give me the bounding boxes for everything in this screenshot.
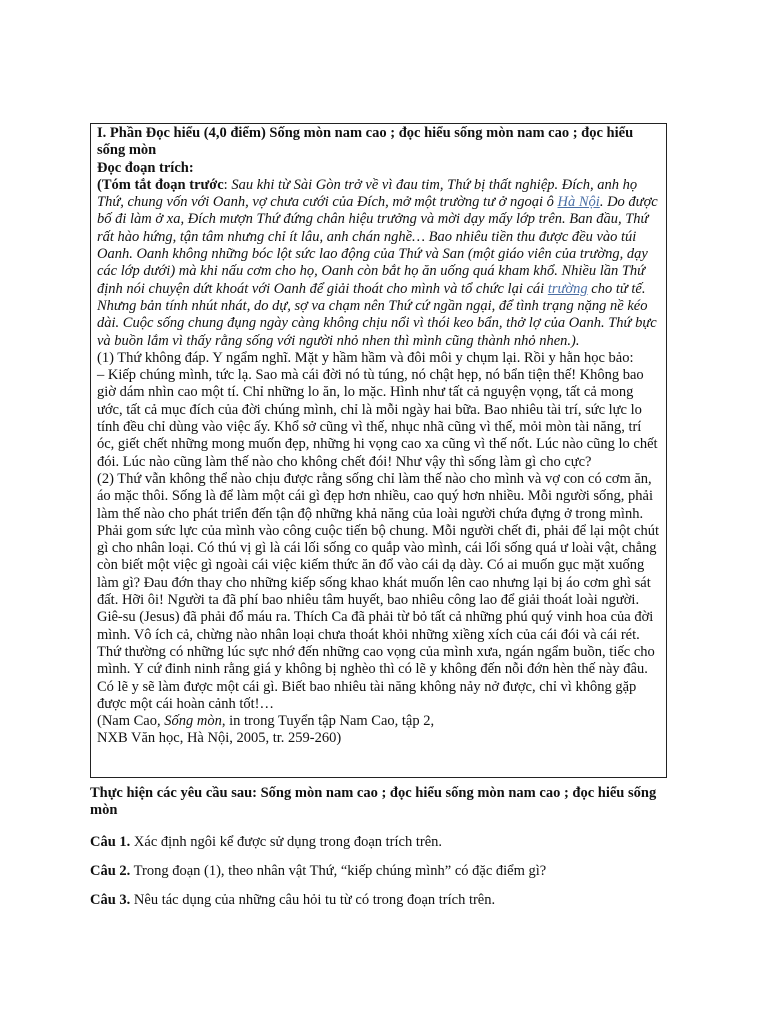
summary-text-3: cho tử tế. Nhưng bản tính nhút nhát, do dự, sợ va chạm nên Thứ cứ ngần ngại, để tình trạng nặng nề kéo dài. Cuộc sống chung đụng ngày càng không chịu nổi vì thói keo bẩn, thở lợ của Oanh. Thứ bực và buồn lắm vì thấy rằng sống với người nhỏ nhen thì mình cũng thành nhỏ nhen.). [97,280,657,349]
question-1-text: Xác định ngôi kể được sử dụng trong đoạn trích trên. [130,834,443,850]
question-2 [90,863,680,880]
source-author: (Nam Cao, [97,713,165,730]
passage-paragraph-2: (2) Thứ vẫn không thể nào chịu được rằng sống chỉ làm thế nào cho mình và vợ con có cơm ăn, áo mặc thôi. Sống là để làm một cái gì đẹp hơn nhiều, cao quý hơn nhiều. Mỗi người sống, phải làm thế nào cho phát triển đến tận độ những khả năng của loài người chứa đựng ở trong mình. Phải gom sức lực của mình vào công cuộc tiến bộ chung. Mỗi người chết đi, phải để lại một chút gì cho nhân loại. Có thú vị gì là cái lối sống co quắp vào mình, cái lối sống quá ư loài vật, chẳng còn biết một việc gì ngoài cái việc kiếm thức ăn đổ vào cái dạ dày. Có ai muốn gục mặt xuống làm gì? Đau đớn thay cho những kiếp sống khao khát muốn lên cao nhưng lại bị áo cơm ghì sát đất. Hỡi ôi! Người ta đã phí bao nhiêu tâm huyết, bao nhiêu công lao để giải thoát loài người. Giê-su (Jesus) đã phải đổ máu ra. Thích Ca đã phải từ bỏ tất cả những phú quý vinh hoa của đời mình. Vô ích cả, chừng nào nhân loại chưa thoát khỏi những xiềng xích của cái đói và cái rét. Thứ thường có những lúc sực nhớ đến những cao vọng của mình xưa, ngán ngẩm buồn, tiếc cho mình. Y cứ đinh ninh rằng giá y không bị nghèo thì có lẽ y không đến nỗi đớn hèn thế này đâu. Có lẽ y sẽ làm được một cái gì. Biết bao nhiêu tài năng không nảy nở được, chỉ vì không gặp được một cái hoàn cảnh tốt!… [97,470,659,712]
question-2-text: Trong đoạn (1), theo nhân vật Thứ, “kiếp chúng mình” có đặc điểm gì? [130,863,547,879]
summary-paragraph [97,177,660,350]
source-citation-line-2: NXB Văn học, Hà Nội, 2005, tr. 259-260) [97,730,342,747]
source-work-title: Sống mòn [164,713,222,730]
tasks-heading: Thực hiện các yêu cầu sau: Sống mòn nam cao ; đọc hiểu sống mòn nam cao ; đọc hiểu sống mòn [90,785,657,819]
summary-colon: : [223,176,228,193]
summary-label: (Tóm tắt đoạn trước [97,176,224,193]
summary-text-2: . Do được bố đi làm ở xa, Đích mượn Thứ đứng chân hiệu trưởng và mời dạy mấy lớp trên. Ban đầu, Thứ rất hào hứng, tận tâm nhưng chỉ ít lâu, anh chán nghề… Bao nhiêu tiền thu được đều vào túi Oanh. Oanh không những bóc lột sức lao động của Thứ và San (một giáo viên của trường, dạy các lớp dưới) mà khi nấu cơm cho họ, Oanh còn bắt họ ăn uống quá kham khổ. Nhiều lần Thứ định nói chuyện dứt khoát với Oanh để giải thoát cho mình và tổ chức lại cái [97,194,658,297]
section-title: I. Phần Đọc hiểu (4,0 điểm) Sống mòn nam cao ; đọc hiểu sống mòn nam cao ; đọc hiểu sống mòn [97,125,634,159]
summary-text-1: Sau khi từ Sài Gòn trở về vì đau tim, Thứ bị thất nghiệp. Đích, anh họ Thứ, chung vốn với Oanh, vợ chưa cưới của Đích, mở một trường tư ở ngoại ô [97,176,638,211]
question-3 [90,892,680,909]
reading-passage-box [90,123,667,778]
question-1-label: Câu 1. [90,834,131,850]
hanoi-link[interactable]: Hà Nội [557,194,600,211]
source-citation-line-1 [97,713,660,730]
question-3-label: Câu 3. [90,892,131,908]
section-subtitle: Đọc đoạn trích: [97,159,194,176]
truong-link[interactable]: trường [547,280,588,297]
tasks-section [90,785,680,820]
question-1 [90,834,680,851]
source-collection: , in trong Tuyển tập Nam Cao, tập 2, [221,713,435,730]
passage-paragraph-1: (1) Thứ không đáp. Y ngẩm nghĩ. Mặt y hầm hầm và đôi môi y chụm lại. Rồi y hằn học bảo: [97,349,634,366]
passage-paragraph-dialogue: – Kiếp chúng mình, tức lạ. Sao mà cái đời nó tù túng, nó chật hẹp, nó bẩn tiện thế! Không bao giờ dám nhìn cao một tí. Chỉ những lo ăn, lo mặc. Hình như tất cả nguyện vọng, tất cả mong ước, tất cả mục đích của đời chúng mình, chỉ là mỗi ngày hai bữa. Bao nhiêu tài trí, sức lực lo tính đều chỉ dùng vào việc ấy. Khổ sở cũng vì thế, nhục nhã cũng vì thế, mỏi mòn tài năng, trí óc, giết chết những mong muốn đẹp, những hi vọng cao xa cũng vì thế nốt. Lúc nào cũng lo chết đói. Lúc nào cũng làm thế nào cho không chết đói! Như vậy thì sống làm gì cho cực? [97,367,658,470]
question-3-text: Nêu tác dụng của những câu hỏi tu từ có trong đoạn trích trên. [130,892,496,908]
question-2-label: Câu 2. [90,863,131,879]
